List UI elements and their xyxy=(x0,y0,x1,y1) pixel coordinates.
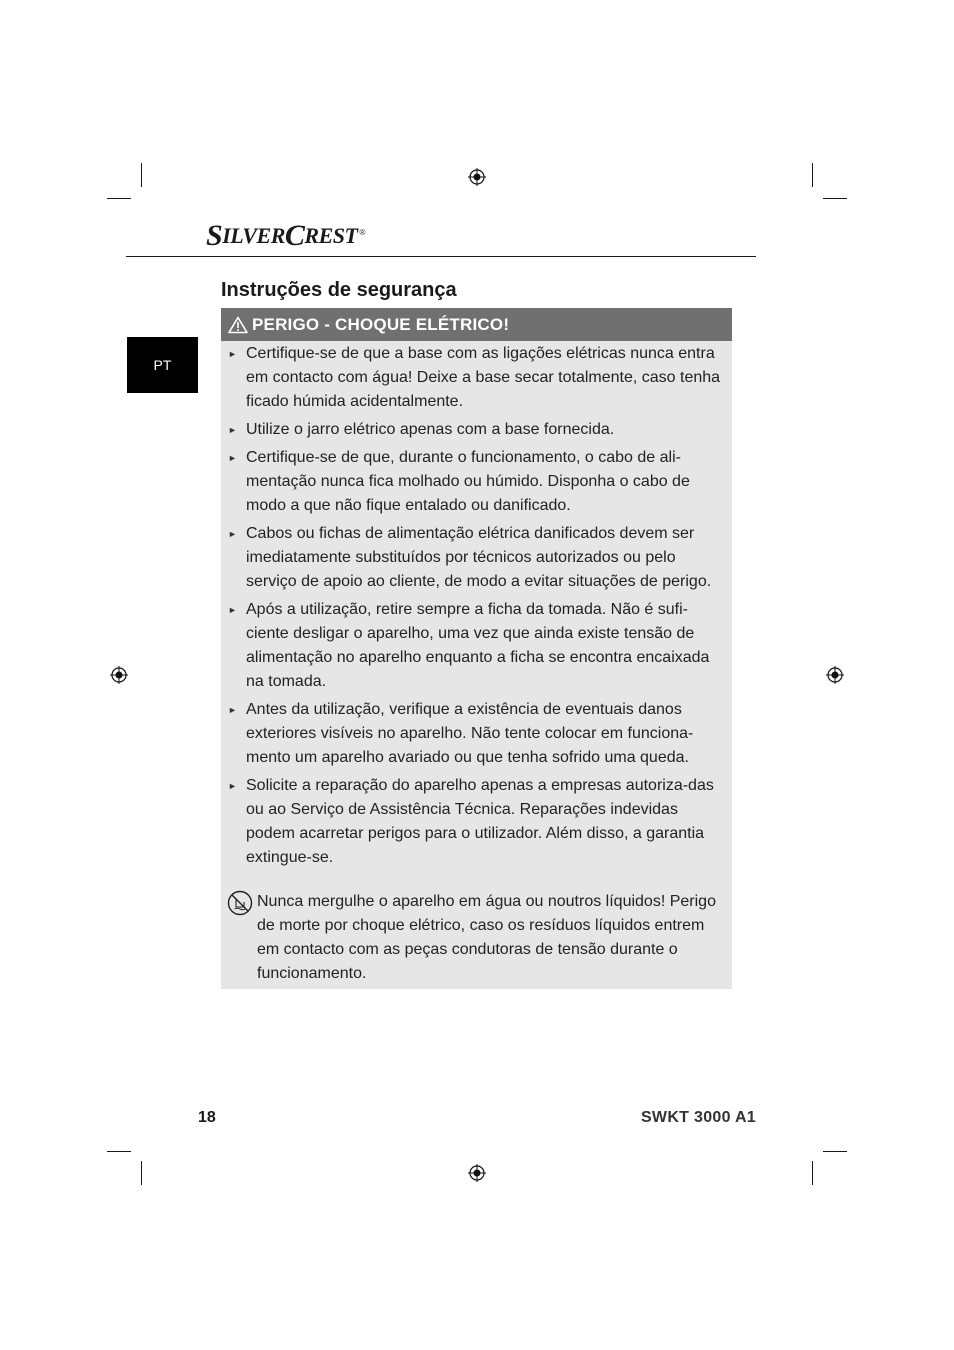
notice-text: Nunca mergulhe o aparelho em água ou noutros líquidos! Perigo de morte por choque elétrico, caso os resíduos líquidos entrem em contacto com as peças condutoras de tensão durante o funcionamento. xyxy=(257,893,716,982)
no-immersion-icon xyxy=(227,890,253,916)
list-item xyxy=(221,598,732,694)
arrow-bullet-icon: ► xyxy=(228,781,237,791)
header-divider xyxy=(126,256,756,257)
crop-mark xyxy=(812,1161,813,1185)
list-item xyxy=(221,698,732,770)
page-title: Instruções de segurança xyxy=(221,279,457,301)
arrow-bullet-icon: ► xyxy=(228,705,237,715)
crop-mark xyxy=(812,163,813,187)
list-item xyxy=(221,774,732,870)
brand-rest-1: ILVER xyxy=(222,223,285,248)
list-item-text: Solicite a reparação do aparelho apenas a empresas autoriza-das ou ao Serviço de Assistência Técnica. Reparações indevidas podem acarretar perigos para o utilizador. Além disso, a garantia extingue-se. xyxy=(246,777,714,866)
crop-mark xyxy=(141,163,142,187)
registration-mark-icon xyxy=(826,666,844,684)
list-item-text: Após a utilização, retire sempre a ficha da tomada. Não é sufi-ciente desligar o aparelho, uma vez que ainda existe tensão de alimentação no aparelho enquanto a ficha se encontra encaixada na tomada. xyxy=(246,601,710,690)
list-item xyxy=(221,446,732,518)
registration-mark-icon xyxy=(468,1164,486,1182)
crop-mark xyxy=(107,1151,131,1152)
list-item-text: Cabos ou fichas de alimentação elétrica danificados devem ser imediatamente substituídos por técnicos autorizados ou pelo serviço de apoio ao cliente, de modo a evitar situações de perigo. xyxy=(246,525,712,590)
registration-mark-icon xyxy=(468,168,486,186)
list-item-text: Utilize o jarro elétrico apenas com a base fornecida. xyxy=(246,421,615,438)
registration-mark-icon xyxy=(110,666,128,684)
crop-mark xyxy=(141,1161,142,1185)
list-item-text: Certifique-se de que a base com as ligações elétricas nunca entra em contacto com água! Deixe a base secar totalmente, caso tenha ficado húmida acidentalmente. xyxy=(246,345,721,410)
arrow-bullet-icon: ► xyxy=(228,453,237,463)
language-tab: PT xyxy=(127,337,198,393)
warning-header xyxy=(221,308,732,341)
brand-rest-2: REST xyxy=(304,223,358,248)
arrow-bullet-icon: ► xyxy=(228,349,237,359)
list-item-text: Certifique-se de que, durante o funcionamento, o cabo de ali-mentação nunca fica molhado ou húmido. Disponha o cabo de modo a que não fique entalado ou danificado. xyxy=(246,449,690,514)
list-item xyxy=(221,342,732,414)
safety-list xyxy=(221,342,732,874)
immersion-notice xyxy=(227,890,727,986)
warning-header-text: PERIGO - CHOQUE ELÉTRICO! xyxy=(252,314,510,334)
arrow-bullet-icon: ► xyxy=(228,529,237,539)
brand-initial-1: S xyxy=(206,219,223,252)
warning-triangle-icon xyxy=(228,316,248,334)
list-item xyxy=(221,418,732,442)
brand-logo xyxy=(206,221,365,251)
warning-box xyxy=(221,308,732,989)
model-code: SWKT 3000 A1 xyxy=(640,1109,756,1126)
crop-mark xyxy=(823,1151,847,1152)
list-item xyxy=(221,522,732,594)
registered-mark: ® xyxy=(359,228,366,237)
brand-initial-2: C xyxy=(284,219,305,252)
page-number: 18 xyxy=(198,1109,216,1126)
arrow-bullet-icon: ► xyxy=(228,605,237,615)
arrow-bullet-icon: ► xyxy=(228,425,237,435)
crop-mark xyxy=(823,198,847,199)
list-item-text: Antes da utilização, verifique a existência de eventuais danos exteriores visíveis no aparelho. Não tente colocar em funciona-mento um aparelho avariado ou que tenha sofrido uma queda. xyxy=(246,701,694,766)
crop-mark xyxy=(107,198,131,199)
